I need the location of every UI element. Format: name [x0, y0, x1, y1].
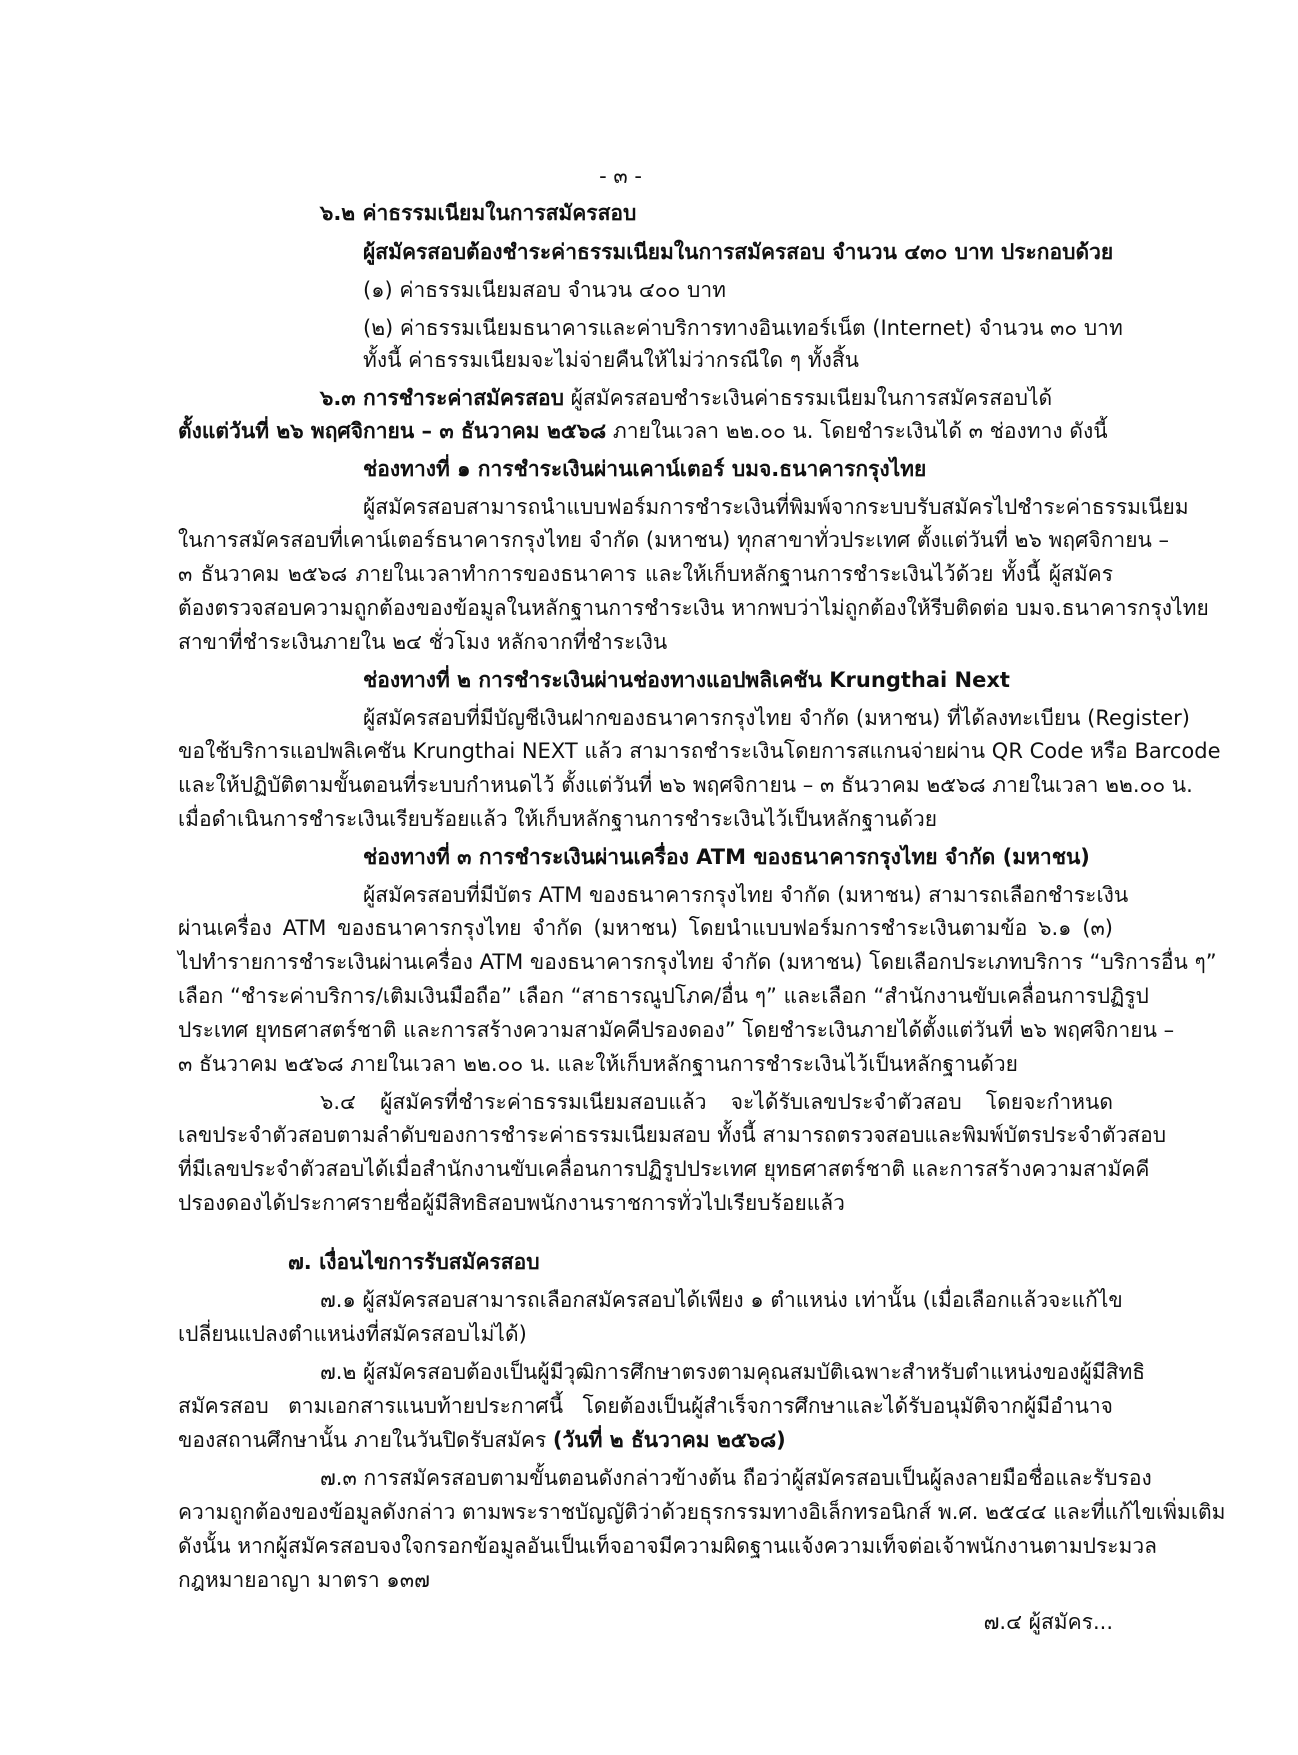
page-number: - ๓ -	[599, 164, 642, 188]
channel-3-line-6: ๓ ธันวาคม ๒๕๖๘ ภายในเวลา ๒๒.๐๐ น. และให้เก็บหลักฐานการชำระเงินไว้เป็นหลักฐานด้วย	[178, 1052, 1018, 1076]
channel-3-line-1: ผู้สมัครสอบที่มีบัตร ATM ของธนาคารกรุงไทย จำกัด (มหาชน) สามารถเลือกชำระเงิน	[363, 883, 1129, 907]
payment-time: ภายในเวลา ๒๒.๐๐ น. โดยชำระเงินได้ ๓ ช่องทาง ดังนี้	[606, 419, 1108, 443]
channel-3-line-5: ประเทศ ยุทธศาสตร์ชาติ และการสร้างความสามัคคีปรองดอง” โดยชำระเงินภายได้ตั้งแต่วันที่ ๒๖ พฤศจิกายน –	[178, 1018, 1175, 1042]
channel-3-heading: ช่องทางที่ ๓ การชำระเงินผ่านเครื่อง ATM ของธนาคารกรุงไทย จำกัด (มหาชน)	[363, 845, 1090, 869]
channel-1-line-3: ๓ ธันวาคม ๒๕๖๘ ภายในเวลาทำการของธนาคาร และให้เก็บหลักฐานการชำระเงินไว้ด้วย ทั้งนี้ ผู้สมัคร	[178, 562, 1113, 586]
section-7-3-line-2: ความถูกต้องของข้อมูลดังกล่าว ตามพระราชบัญญัติว่าด้วยธุรกรรมทางอิเล็กทรอนิกส์ พ.ศ. ๒๕๔๔ และที่แก้ไขเพิ่มเติม	[178, 1500, 1226, 1524]
section-6-3-text: ผู้สมัครสอบชำระเงินค่าธรรมเนียมในการสมัครสอบได้	[563, 386, 1053, 410]
payment-period: ตั้งแต่วันที่ ๒๖ พฤศจิกายน – ๓ ธันวาคม ๒๕๖๘	[178, 419, 607, 443]
section-7-2-text: ของสถานศึกษานั้น ภายในวันปิดรับสมัคร	[178, 1428, 553, 1452]
section-7-2-line-3	[178, 1423, 1113, 1457]
section-6-4-line-2: เลขประจำตัวสอบตามลำดับของการชำระค่าธรรมเนียมสอบ ทั้งนี้ สามารถตรวจสอบและพิมพ์บัตรประจำตัวสอบ	[178, 1123, 1167, 1147]
section-6-3-line-1	[320, 381, 1255, 415]
channel-2-heading: ช่องทางที่ ๒ การชำระเงินผ่านช่องทางแอปพลิเคชัน Krungthai Next	[363, 668, 1010, 692]
section-6-4-line-4: ปรองดองได้ประกาศรายชื่อผู้มีสิทธิสอบพนักงานราชการทั่วไปเรียบร้อยแล้ว	[178, 1191, 845, 1215]
section-6-3-line-2	[178, 414, 1113, 448]
section-7-2-line-2: สมัครสอบ ตามเอกสารแนบท้ายประกาศนี้ โดยต้องเป็นผู้สำเร็จการศึกษาและได้รับอนุมัติจากผู้มีอำนาจ	[178, 1394, 1113, 1418]
section-7-1-line-2: เปลี่ยนแปลงตำแหน่งที่สมัครสอบไม่ได้)	[178, 1322, 527, 1346]
fee-item-2: (๒) ค่าธรรมเนียมธนาคารและค่าบริการทางอินเทอร์เน็ต (Internet) จำนวน ๓๐ บาท	[363, 316, 1123, 340]
section-6-4-line-1: ๖.๔ ผู้สมัครที่ชำระค่าธรรมเนียมสอบแล้ว จะได้รับเลขประจำตัวสอบ โดยจะกำหนด	[320, 1090, 1113, 1114]
channel-1-heading: ช่องทางที่ ๑ การชำระเงินผ่านเคาน์เตอร์ บมจ.ธนาคารกรุงไทย	[363, 457, 927, 481]
channel-3-line-4: เลือก “ชำระค่าบริการ/เติมเงินมือถือ” เลือก “สาธารณูปโภค/อื่น ๆ” และเลือก “สำนักงานขับเคลื่อนการปฏิรูป	[178, 984, 1149, 1008]
section-7-3-line-3: ดังนั้น หากผู้สมัครสอบจงใจกรอกข้อมูลอันเป็นเท็จอาจมีความผิดฐานแจ้งความเท็จต่อเจ้าพนักงานตามประมวล	[178, 1534, 1158, 1558]
section-7-3-line-4: กฎหมายอาญา มาตรา ๑๓๗	[178, 1568, 430, 1592]
channel-1-line-1: ผู้สมัครสอบสามารถนำแบบฟอร์มการชำระเงินที่พิมพ์จากระบบรับสมัครไปชำระค่าธรรมเนียม	[363, 495, 1189, 519]
fee-item-1: (๑) ค่าธรรมเนียมสอบ จำนวน ๔๐๐ บาท	[363, 278, 727, 302]
closing-date: (วันที่ ๒ ธันวาคม ๒๕๖๘)	[552, 1428, 786, 1452]
channel-1-line-2: ในการสมัครสอบที่เคาน์เตอร์ธนาคารกรุงไทย จำกัด (มหาชน) ทุกสาขาทั่วประเทศ ตั้งแต่วันที่ ๒๖ พฤศจิกายน –	[178, 528, 1170, 552]
continuation-marker: ๗.๔ ผู้สมัคร...	[983, 1610, 1113, 1634]
channel-1-line-4: ต้องตรวจสอบความถูกต้องของข้อมูลในหลักฐานการชำระเงิน หากพบว่าไม่ถูกต้องให้รีบติดต่อ บมจ.ธนาคารกรุงไทย	[178, 596, 1209, 620]
channel-3-line-3: ไปทำรายการชำระเงินผ่านเครื่อง ATM ของธนาคารกรุงไทย จำกัด (มหาชน) โดยเลือกประเภทบริการ “บริการอื่น ๆ”	[178, 950, 1217, 974]
section-7-1-line-1: ๗.๑ ผู้สมัครสอบสามารถเลือกสมัครสอบได้เพียง ๑ ตำแหน่ง เท่านั้น (เมื่อเลือกแล้วจะแก้ไข	[320, 1288, 1123, 1312]
fee-total-line: ผู้สมัครสอบต้องชำระค่าธรรมเนียมในการสมัครสอบ จำนวน ๔๓๐ บาท ประกอบด้วย	[363, 240, 1114, 264]
section-6-3-heading: ๖.๓ การชำระค่าสมัครสอบ	[320, 386, 564, 410]
channel-2-line-3: และให้ปฏิบัติตามขั้นตอนที่ระบบกำหนดไว้ ตั้งแต่วันที่ ๒๖ พฤศจิกายน – ๓ ธันวาคม ๒๕๖๘ ภายในเวลา ๒๒.๐๐ น.	[178, 773, 1193, 797]
fee-note: ทั้งนี้ ค่าธรรมเนียมจะไม่จ่ายคืนให้ไม่ว่ากรณีใด ๆ ทั้งสิ้น	[363, 348, 860, 372]
channel-1-line-5: สาขาที่ชำระเงินภายใน ๒๔ ชั่วโมง หลักจากที่ชำระเงิน	[178, 630, 668, 654]
channel-3-line-2: ผ่านเครื่อง ATM ของธนาคารกรุงไทย จำกัด (มหาชน) โดยนำแบบฟอร์มการชำระเงินตามข้อ ๖.๑ (๓)	[178, 916, 1113, 940]
section-7-heading: ๗. เงื่อนไขการรับสมัครสอบ	[288, 1250, 540, 1274]
section-7-2-line-1: ๗.๒ ผู้สมัครสอบต้องเป็นผู้มีวุฒิการศึกษาตรงตามคุณสมบัติเฉพาะสำหรับตำแหน่งของผู้มีสิทธิ	[320, 1360, 1146, 1384]
section-6-2-heading: ๖.๒ ค่าธรรมเนียมในการสมัครสอบ	[320, 201, 637, 225]
section-6-4-line-3: ที่มีเลขประจำตัวสอบได้เมื่อสำนักงานขับเคลื่อนการปฏิรูปประเทศ ยุทธศาสตร์ชาติ และการสร้างความสามัคคี	[178, 1157, 1150, 1181]
channel-2-line-2: ขอใช้บริการแอปพลิเคชัน Krungthai NEXT แล้ว สามารถชำระเงินโดยการสแกนจ่ายผ่าน QR Code หรือ Barcode	[178, 739, 1221, 763]
section-7-3-line-1: ๗.๓ การสมัครสอบตามขั้นตอนดังกล่าวข้างต้น ถือว่าผู้สมัครสอบเป็นผู้ลงลายมือชื่อและรับรอง	[320, 1466, 1152, 1490]
channel-2-line-1: ผู้สมัครสอบที่มีบัญชีเงินฝากของธนาคารกรุงไทย จำกัด (มหาชน) ที่ได้ลงทะเบียน (Register)	[363, 706, 1190, 730]
channel-2-line-4: เมื่อดำเนินการชำระเงินเรียบร้อยแล้ว ให้เก็บหลักฐานการชำระเงินไว้เป็นหลักฐานด้วย	[178, 807, 938, 831]
